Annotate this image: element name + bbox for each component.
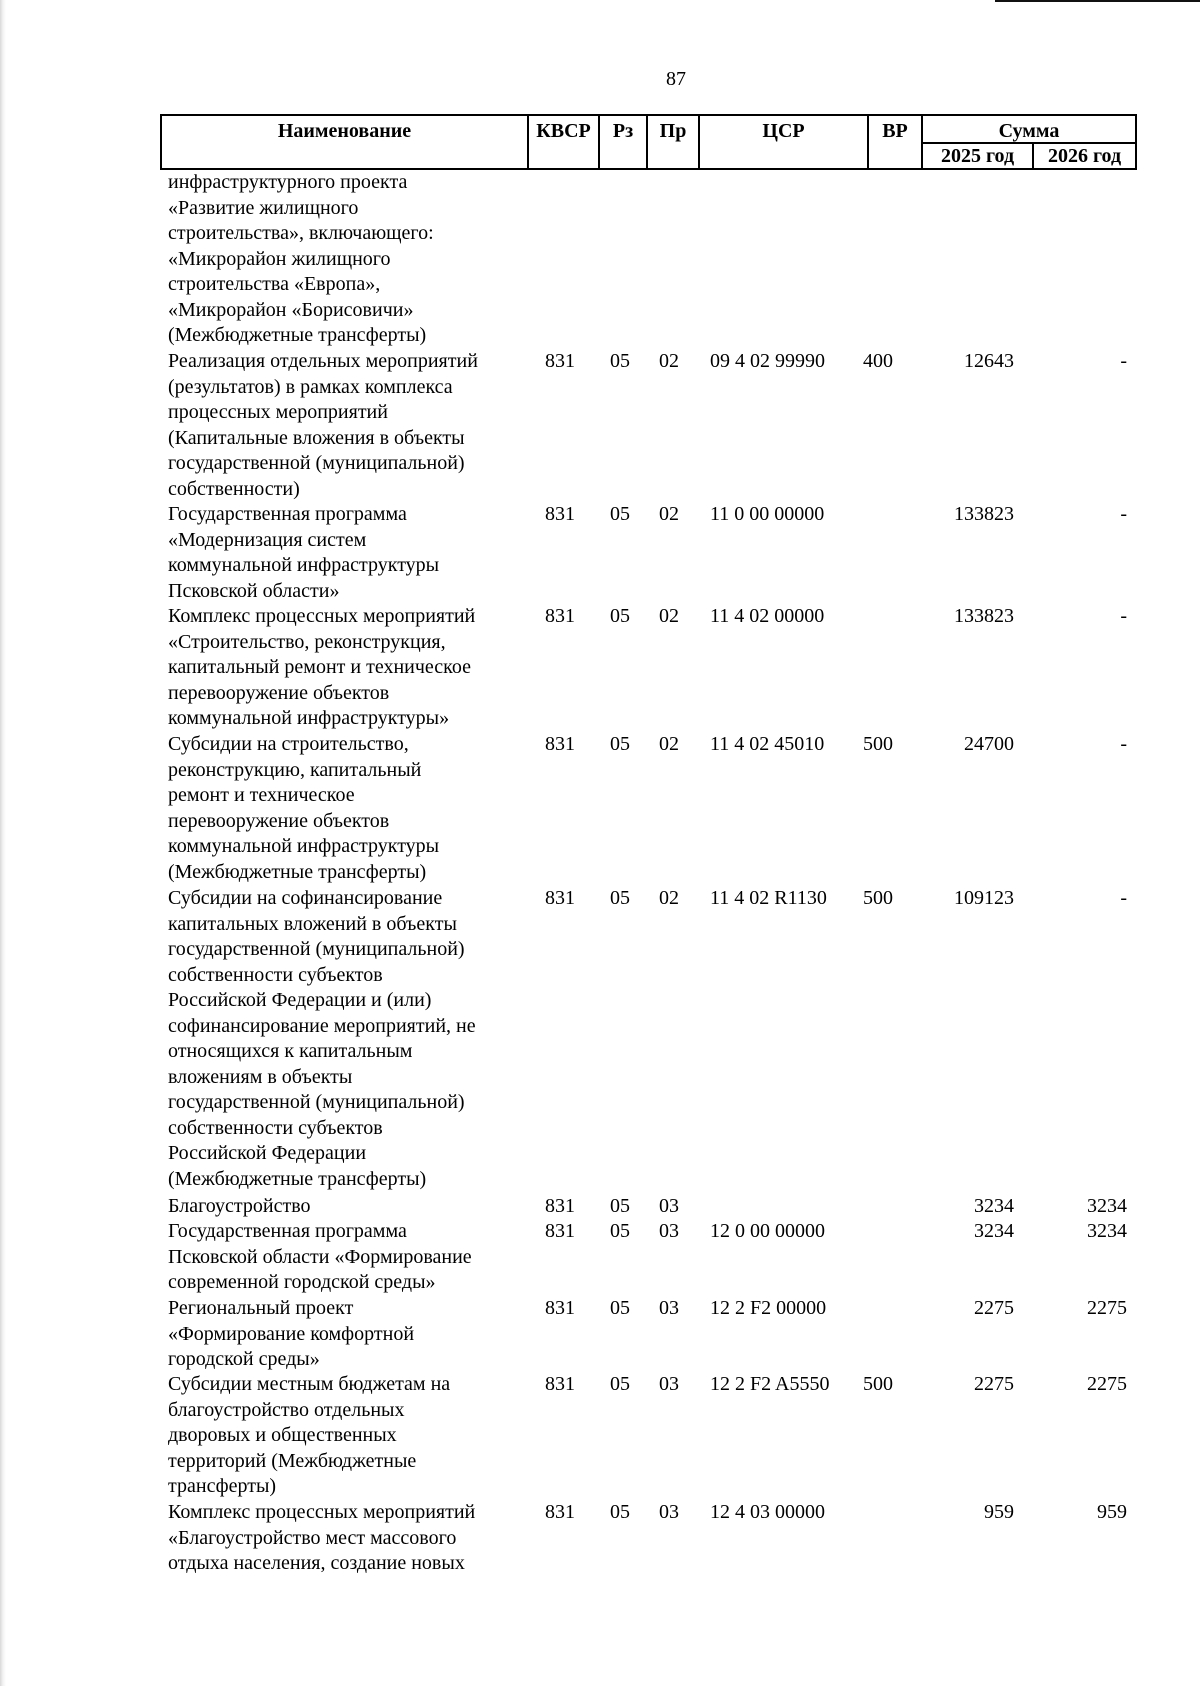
table-header xyxy=(160,114,1137,170)
header-name: Наименование xyxy=(162,116,529,168)
cell-pr: 03 xyxy=(659,1195,679,1217)
cell-sum-2025: 959 xyxy=(984,1501,1014,1523)
cell-csr: 11 4 02 00000 xyxy=(710,605,825,627)
cell-kvsr: 831 xyxy=(545,887,575,909)
cell-sum-2025: 12643 xyxy=(964,350,1014,372)
cell-pr: 02 xyxy=(659,503,679,525)
cell-rz: 05 xyxy=(610,1297,630,1319)
cell-pr: 03 xyxy=(659,1373,679,1395)
cell-kvsr: 831 xyxy=(545,1373,575,1395)
cell-pr: 03 xyxy=(659,1220,679,1242)
cell-name: Субсидии местным бюджетам на благоустройство отдельных дворовых и общественных территорий (Межбюджетные трансферты) xyxy=(168,1373,451,1497)
cell-sum-2025: 2275 xyxy=(974,1373,1014,1395)
header-kvsr: КВСР xyxy=(529,116,600,168)
cell-kvsr: 831 xyxy=(545,1220,575,1242)
cell-vr: 500 xyxy=(863,733,893,755)
header-rz: Рз xyxy=(600,116,648,168)
cell-sum-2026: 2275 xyxy=(1087,1373,1127,1395)
cell-name: Реализация отдельных мероприятий (результатов) в рамках комплекса процессных мероприятий (Капитальные вложения в объекты государственной (муниципальной) собственности) xyxy=(168,350,478,500)
cell-csr: 11 4 02 R1130 xyxy=(710,887,827,909)
scan-artifact-line xyxy=(995,0,1200,2)
cell-sum-2026: 2275 xyxy=(1087,1297,1127,1319)
cell-csr: 12 0 00 00000 xyxy=(710,1220,825,1242)
cell-sum-2026: - xyxy=(1120,350,1127,372)
cell-pr: 02 xyxy=(659,350,679,372)
cell-pr: 03 xyxy=(659,1501,679,1523)
header-year-2026: 2026 год xyxy=(1047,145,1122,167)
cell-sum-2026: - xyxy=(1120,503,1127,525)
header-pr: Пр xyxy=(648,116,700,168)
cell-sum-2026: 3234 xyxy=(1087,1220,1127,1242)
header-year-2025: 2025 год xyxy=(923,144,1034,168)
cell-name: Государственная программа «Модернизация систем коммунальной инфраструктуры Псковской области» xyxy=(168,503,440,602)
cell-sum-2026: 959 xyxy=(1097,1501,1127,1523)
cell-rz: 05 xyxy=(610,1195,630,1217)
cell-rz: 05 xyxy=(610,605,630,627)
cell-vr: 500 xyxy=(863,1373,893,1395)
cell-sum-2026: - xyxy=(1120,887,1127,909)
cell-sum-2025: 3234 xyxy=(974,1195,1014,1217)
cell-csr: 09 4 02 99990 xyxy=(710,350,825,372)
cell-kvsr: 831 xyxy=(545,1195,575,1217)
cell-kvsr: 831 xyxy=(545,733,575,755)
cell-csr: 12 2 F2 A5550 xyxy=(710,1373,830,1395)
cell-sum-2026: 3234 xyxy=(1087,1195,1127,1217)
cell-rz: 05 xyxy=(610,350,630,372)
header-vr: ВР xyxy=(869,116,923,168)
cell-kvsr: 831 xyxy=(545,503,575,525)
cell-sum-2025: 133823 xyxy=(954,605,1014,627)
cell-csr: 12 2 F2 00000 xyxy=(710,1297,827,1319)
header-sum: Сумма xyxy=(998,120,1060,142)
cell-sum-2025: 2275 xyxy=(974,1297,1014,1319)
scan-edge xyxy=(0,0,6,1686)
page-number: 87 xyxy=(666,68,686,90)
cell-rz: 05 xyxy=(610,733,630,755)
cell-name: Региональный проект «Формирование комфортной городской среды» xyxy=(168,1297,415,1370)
cell-kvsr: 831 xyxy=(545,605,575,627)
cell-rz: 05 xyxy=(610,1220,630,1242)
cell-sum-2026: - xyxy=(1120,733,1127,755)
cell-pr: 02 xyxy=(659,733,679,755)
cell-pr: 03 xyxy=(659,1297,679,1319)
cell-csr: 11 0 00 00000 xyxy=(710,503,825,525)
cell-kvsr: 831 xyxy=(545,1297,575,1319)
cell-name: Субсидии на строительство, реконструкцию, капитальный ремонт и техническое перевооружение объектов коммунальной инфраструктуры (Межбюджетные трансферты) xyxy=(168,733,440,883)
cell-rz: 05 xyxy=(610,1501,630,1523)
cell-rz: 05 xyxy=(610,503,630,525)
cell-rz: 05 xyxy=(610,1373,630,1395)
header-csr: ЦСР xyxy=(700,116,869,168)
cell-sum-2025: 3234 xyxy=(974,1220,1014,1242)
cell-pr: 02 xyxy=(659,605,679,627)
cell-pr: 02 xyxy=(659,887,679,909)
cell-name: Комплекс процессных мероприятий «Строительство, реконструкция, капитальный ремонт и техническое перевооружение объектов коммунальной инфраструктуры» xyxy=(168,605,476,729)
cell-vr: 400 xyxy=(863,350,893,372)
cell-name: Государственная программа Псковской области «Формирование современной городской среды» xyxy=(168,1220,472,1293)
cell-name: Благоустройство xyxy=(168,1195,311,1217)
cell-csr: 12 4 03 00000 xyxy=(710,1501,825,1523)
cell-kvsr: 831 xyxy=(545,1501,575,1523)
cell-csr: 11 4 02 45010 xyxy=(710,733,825,755)
cell-sum-2025: 133823 xyxy=(954,503,1014,525)
cell-name: Комплекс процессных мероприятий «Благоустройство мест массового отдыха населения, создание новых xyxy=(168,1501,476,1574)
cell-rz: 05 xyxy=(610,887,630,909)
cell-name: Субсидии на софинансирование капитальных вложений в объекты государственной (муниципальной) собственности субъектов Российской Федерации и (или) софинансирование мероприятий, не относящихся к капитальным вложениям в объекты государственной (муниципальной) собственности субъектов Российской Федерации (Межбюджетные трансферты) xyxy=(168,887,476,1190)
cell-sum-2025: 24700 xyxy=(964,733,1014,755)
cell-kvsr: 831 xyxy=(545,350,575,372)
cell-name: инфраструктурного проекта «Развитие жилищного строительства», включающего: «Микрорайон жилищного строительства «Европа», «Микрорайон «Борисовичи» (Межбюджетные трансферты) xyxy=(168,171,434,346)
cell-sum-2026: - xyxy=(1120,605,1127,627)
cell-vr: 500 xyxy=(863,887,893,909)
cell-sum-2025: 109123 xyxy=(954,887,1014,909)
